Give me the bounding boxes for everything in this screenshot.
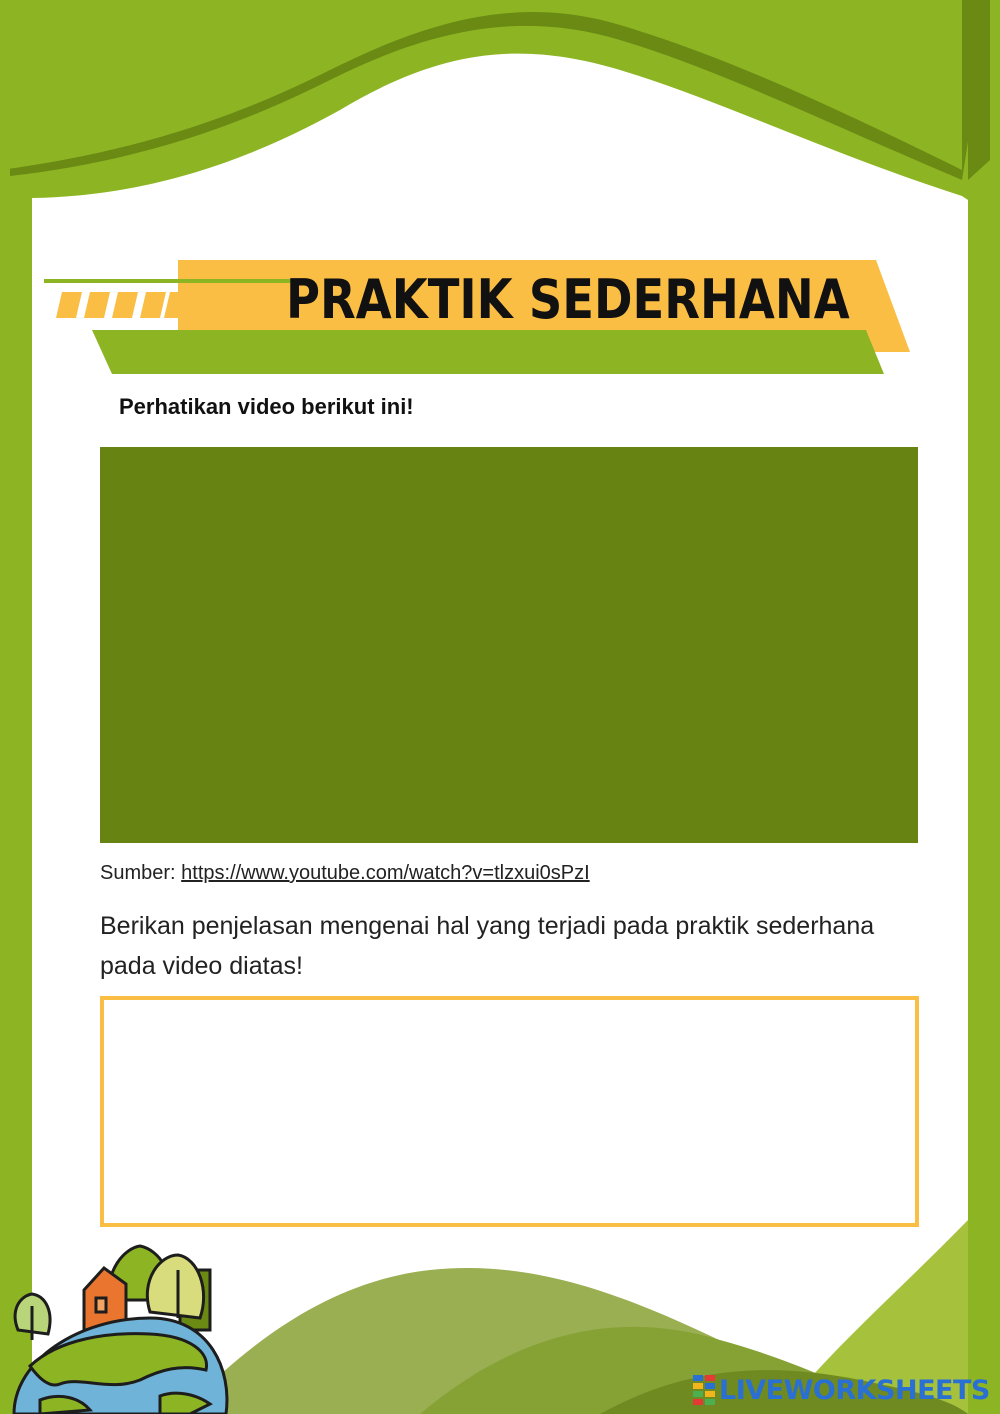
- video-player[interactable]: [100, 447, 918, 843]
- question-text: Berikan penjelasan mengenai hal yang terjadi pada praktik sederhana pada video diatas!: [100, 912, 875, 980]
- instruction-text: Perhatikan video berikut ini!: [119, 394, 414, 419]
- brand-name: LIVEWORKSHEETS: [719, 1374, 990, 1406]
- source-line: [100, 862, 590, 885]
- left-strip: [0, 180, 32, 1414]
- right-edge-dark: [968, 0, 990, 180]
- answer-input[interactable]: [100, 996, 919, 1227]
- right-strip: [968, 180, 1000, 1414]
- brand-logo[interactable]: [693, 1372, 990, 1408]
- worksheet-title: PRAKTIK SEDERHANA: [286, 268, 850, 331]
- banner-green: [92, 330, 884, 374]
- source-link[interactable]: https://www.youtube.com/watch?v=tlzxui0sPzI: [181, 862, 590, 884]
- liveworksheets-logo-icon: [693, 1375, 715, 1405]
- source-label: Sumber:: [100, 862, 176, 884]
